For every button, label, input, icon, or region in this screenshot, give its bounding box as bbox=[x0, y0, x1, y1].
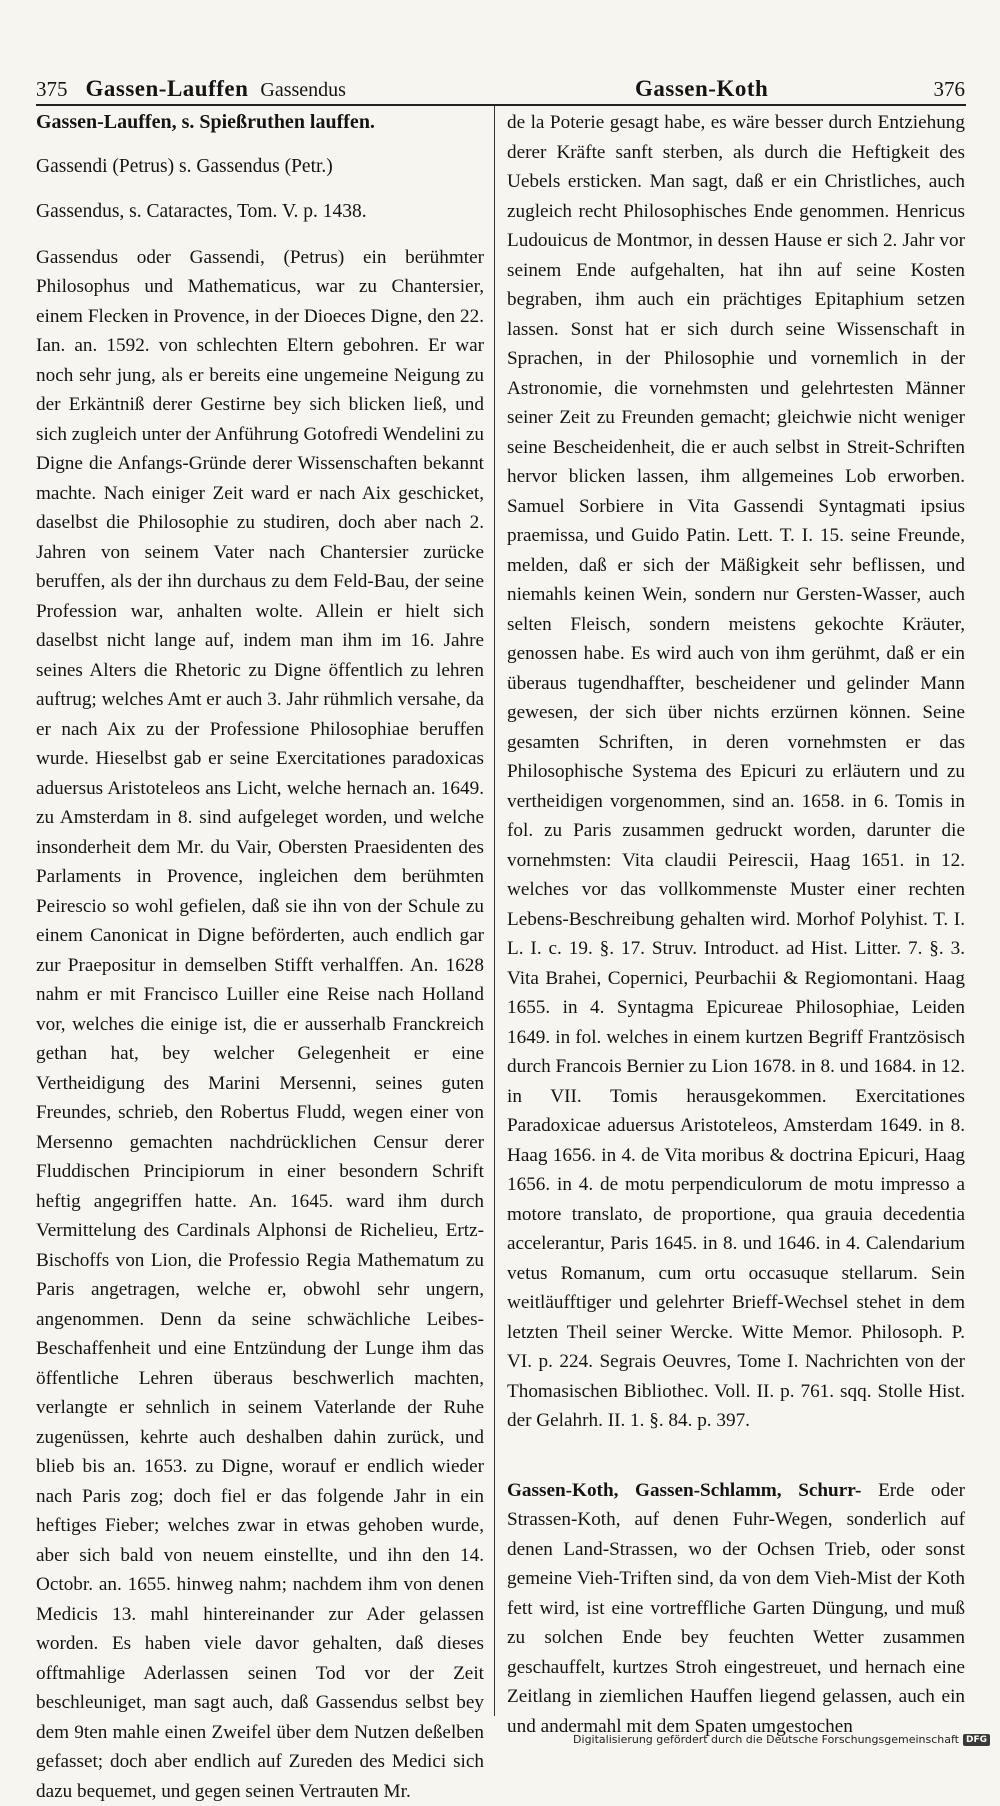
entry-gassen-koth-lead: Gassen-Koth, Gassen-Schlamm, Schurr- bbox=[507, 1480, 861, 1501]
header-right bbox=[505, 68, 965, 102]
entry-gassen-koth bbox=[507, 1476, 965, 1742]
column-divider bbox=[494, 106, 495, 1716]
footer-text: Digitalisierung gefördert durch die Deutsche Forschungsgemeinschaft bbox=[573, 1733, 959, 1746]
entry-gassendus-continued: de la Poterie gesagt habe, es wäre besser durch Entziehung derer Kräfte sanft sterben, als durch die Heftigkeit des Uebels ersticken. Man sagt, daß er ein Christliches, auch zugleich recht Philosophisches Ende genommen. Henricus Ludouicus de Montmor, in dessen Hause er sich 2. Jahr vor seinem Ende aufgehalten, hat ihn auf seine Kosten begraben, ihm auch ein prächtiges Epitaphium setzen lassen. Sonst hat er sich durch seine Wissenschaft in Sprachen, in der Philosophie und vornemlich in der Astronomie, die vornehmsten und gelehrtesten Männer seiner Zeit zu Freunden gemacht; gleichwie nicht weniger seine Bescheidenheit, die er auch selbst in Streit-Schriften hervor blicken lassen, ihm allgemeines Lob erworben. Samuel Sorbiere in Vita Gassendi Syntagmati ipsius praemissa, und Guido Patin. Lett. T. I. 15. seine Freunde, melden, daß er sich der Mäßigkeit sehr beflissen, und niemahls keinen Wein, sondern nur Gersten-Wasser, auch selten Fleisch, sondern meistens gekochte Kräuter, genossen habe. Es wird auch von ihm gerühmt, daß er ein überaus tugendhaffter, bescheidener und gelinder Mann gewesen, der sich über nichts erzürnen können. Seine gesamten Schriften, in deren vornehmsten er das Philosophische Systema des Epicuri zu erläutern und zu vertheidigen vorgenommen, sind an. 1658. in 6. Tomis in fol. zu Paris zusammen gedruckt worden, darunter die vornehmsten: Vita claudii Peirescii, Haag 1651. in 12. welches vor das vollkommenste Muster einer rechten Lebens-Beschreibung gehalten wird. Morhof Polyhist. T. I. L. I. c. 19. §. 17. Struv. Introduct. ad Hist. Litter. 7. §. 3. Vita Brahei, Copernici, Peurbachii & Regiomontani. Haag 1655. in 4. Syntagma Epicureae Philosophiae, Leiden 1649. in fol. welches in einem kurtzen Begriff Frantzösisch durch Francois Bernier zu Lion 1678. in 8. und 1684. in 12. in VII. Tomis herausgekommen. Exercitationes Paradoxicae aduersus Aristoteleos, Amsterdam 1649. in 8. Haag 1656. in 4. de Vita moribus & doctrina Epicuri, Haag 1656. in 4. de motu perpendiculorum de motu impresso a motore translato, de proportione, qua grauia decedentia accelerantur, Paris 1645. in 8. und 1646. in 4. Calendarium vetus Romanum, cum ortu occasuque stellarum. Sein weitläufftiger und gelehrter Brieff-Wechsel stehet in dem letzten Theil seiner Wercke. Witte Memor. Philosoph. P. VI. p. 224. Segrais Oeuvres, Tome I. Nachrichten von der Thomasischen Bibliothec. Voll. II. p. 761. sqq. Stolle Hist. der Gelahrh. II. 1. §. 84. p. 397. bbox=[507, 108, 965, 1436]
page-number-left: 375 bbox=[36, 77, 68, 102]
catchword-left-secondary: Gassendus bbox=[260, 79, 346, 102]
header-left bbox=[36, 68, 466, 102]
entry-gassendus-main: Gassendus oder Gassendi, (Petrus) ein berühmter Philosophus und Mathematicus, war zu Chantersier, einem Flecken in Provence, in der Dioeces Digne, den 22. Ian. an. 1592. von schlechten Eltern gebohren. Er war noch sehr jung, als er bereits eine ungemeine Neigung zu der Erkäntniß derer Gestirne bey sich blicken ließ, und sich zugleich unter der Anführung Gotofredi Wendelini zu Digne die Anfangs-Gründe derer Wissenschaften bekannt machte. Nach einiger Zeit ward er nach Aix geschicket, daselbst die Philosophie zu studiren, doch aber nach 2. Jahren von seinem Vater nach Chantersier zurücke beruffen, als der ihn durchaus zu dem Feld-Bau, der seine Profession war, anhalten wolte. Allein er hielt sich daselbst nicht lange auf, indem man ihm im 16. Jahre seines Alters die Rhetoric zu Digne öffentlich zu lehren auftrug; welches Amt er auch 3. Jahr rühmlich versahe, da er nach Aix zu der Professione Philosophiae beruffen wurde. Hieselbst gab er seine Exercitationes paradoxicas aduersus Aristoteleos ans Licht, welche hernach an. 1649. zu Amsterdam in 8. sind aufgeleget worden, und welche insonderheit dem Mr. du Vair, Obersten Praesidenten des Parlaments in Provence, ingleichen dem berühmten Peirescio so wohl gefielen, daß sie ihn von der Schule zu einem Canonicat in Digne beförderten, auch endlich gar zur Praepositur in demselben Stifft verhalffen. An. 1628 nahm er mit Francisco Luiller eine Reise nach Holland vor, welches die einige ist, die er ausserhalb Franckreich gethan hat, bey welcher Gelegenheit er eine Vertheidigung des Marini Mersenni, seines guten Freundes, schrieb, den Robertus Fludd, wegen einer von Mersenno gemachten nachdrücklichen Censur derer Fluddischen Principiorum in einer besondern Schrift heftig angegriffen hatte. An. 1645. ward ihm durch Vermittelung des Cardinals Alphonsi de Richelieu, Ertz-Bischoffs von Lion, die Professio Regia Mathematum zu Paris angetragen, welche er, obwohl sehr ungern, angenommen. Denn da seine schwächliche Leibes-Beschaffenheit und eine Entzündung der Lunge ihm das öffentliche Lehren überaus beschwerlich machten, verlangte er sehnlich in seinem Vaterlande der Ruhe zugenüssen, kehrte auch deshalben dahin zurück, und blieb bis an. 1653. zu Digne, worauf er endlich wieder nach Paris zog; doch fiel er das folgende Jahr in ein heftiges Fieber; welches zwar in etwas gehoben wurde, aber sich bald von neuem einstellte, und ihn den 14. Octobr. an. 1655. hinweg nahm; nachdem ihm von denen Medicis 13. mahl hintereinander zur Ader gelassen worden. Es haben viele davor gehalten, daß dieses offtmahlige Aderlassen seinen Tod vor der Zeit beschleuniget, man sagt auch, daß Gassendus selbst bey dem 9ten mahle einen Zweifel über dem Nutzen deßelben gefasset; doch aber endlich auf Zureden des Medici sich dazu bequemet, und gegen seinen Vertrauten Mr. bbox=[36, 243, 484, 1806]
entry-gassen-koth-body: Erde oder Strassen-Koth, auf denen Fuhr-Wegen, sonderlich auf denen Land-Strassen, wo der Ochsen Trieb, oder sonst gemeine Vieh-Triften sind, da von dem Vieh-Mist der Koth fett wird, ist eine vortreffliche Garten Düngung, und muß zu solchen Ende bey feuchten Wetter zusammen geschauffelt, kurtzes Stroh eingestreuet, und hernach eine Zeitlang in ziemlichen Hauffen liegend gelassen, auch ein und andermahl mit dem Spaten umgestochen bbox=[507, 1480, 965, 1737]
dfg-logo: DFG bbox=[963, 1734, 990, 1746]
entry-gassendi: Gassendi (Petrus) s. Gassendus (Petr.) bbox=[36, 152, 484, 182]
header-rule bbox=[36, 104, 966, 106]
page-number-right: 376 bbox=[934, 77, 966, 102]
left-column bbox=[36, 108, 484, 1806]
footer-credit bbox=[573, 1733, 990, 1746]
right-column bbox=[507, 108, 965, 1741]
catchword-right: Gassen-Koth bbox=[635, 76, 768, 102]
entry-gassendus-ref: Gassendus, s. Cataractes, Tom. V. p. 1438. bbox=[36, 197, 484, 227]
catchword-left: Gassen-Lauffen bbox=[86, 76, 249, 102]
entry-gassen-lauffen: Gassen-Lauffen, s. Spießruthen lauffen. bbox=[36, 108, 484, 138]
